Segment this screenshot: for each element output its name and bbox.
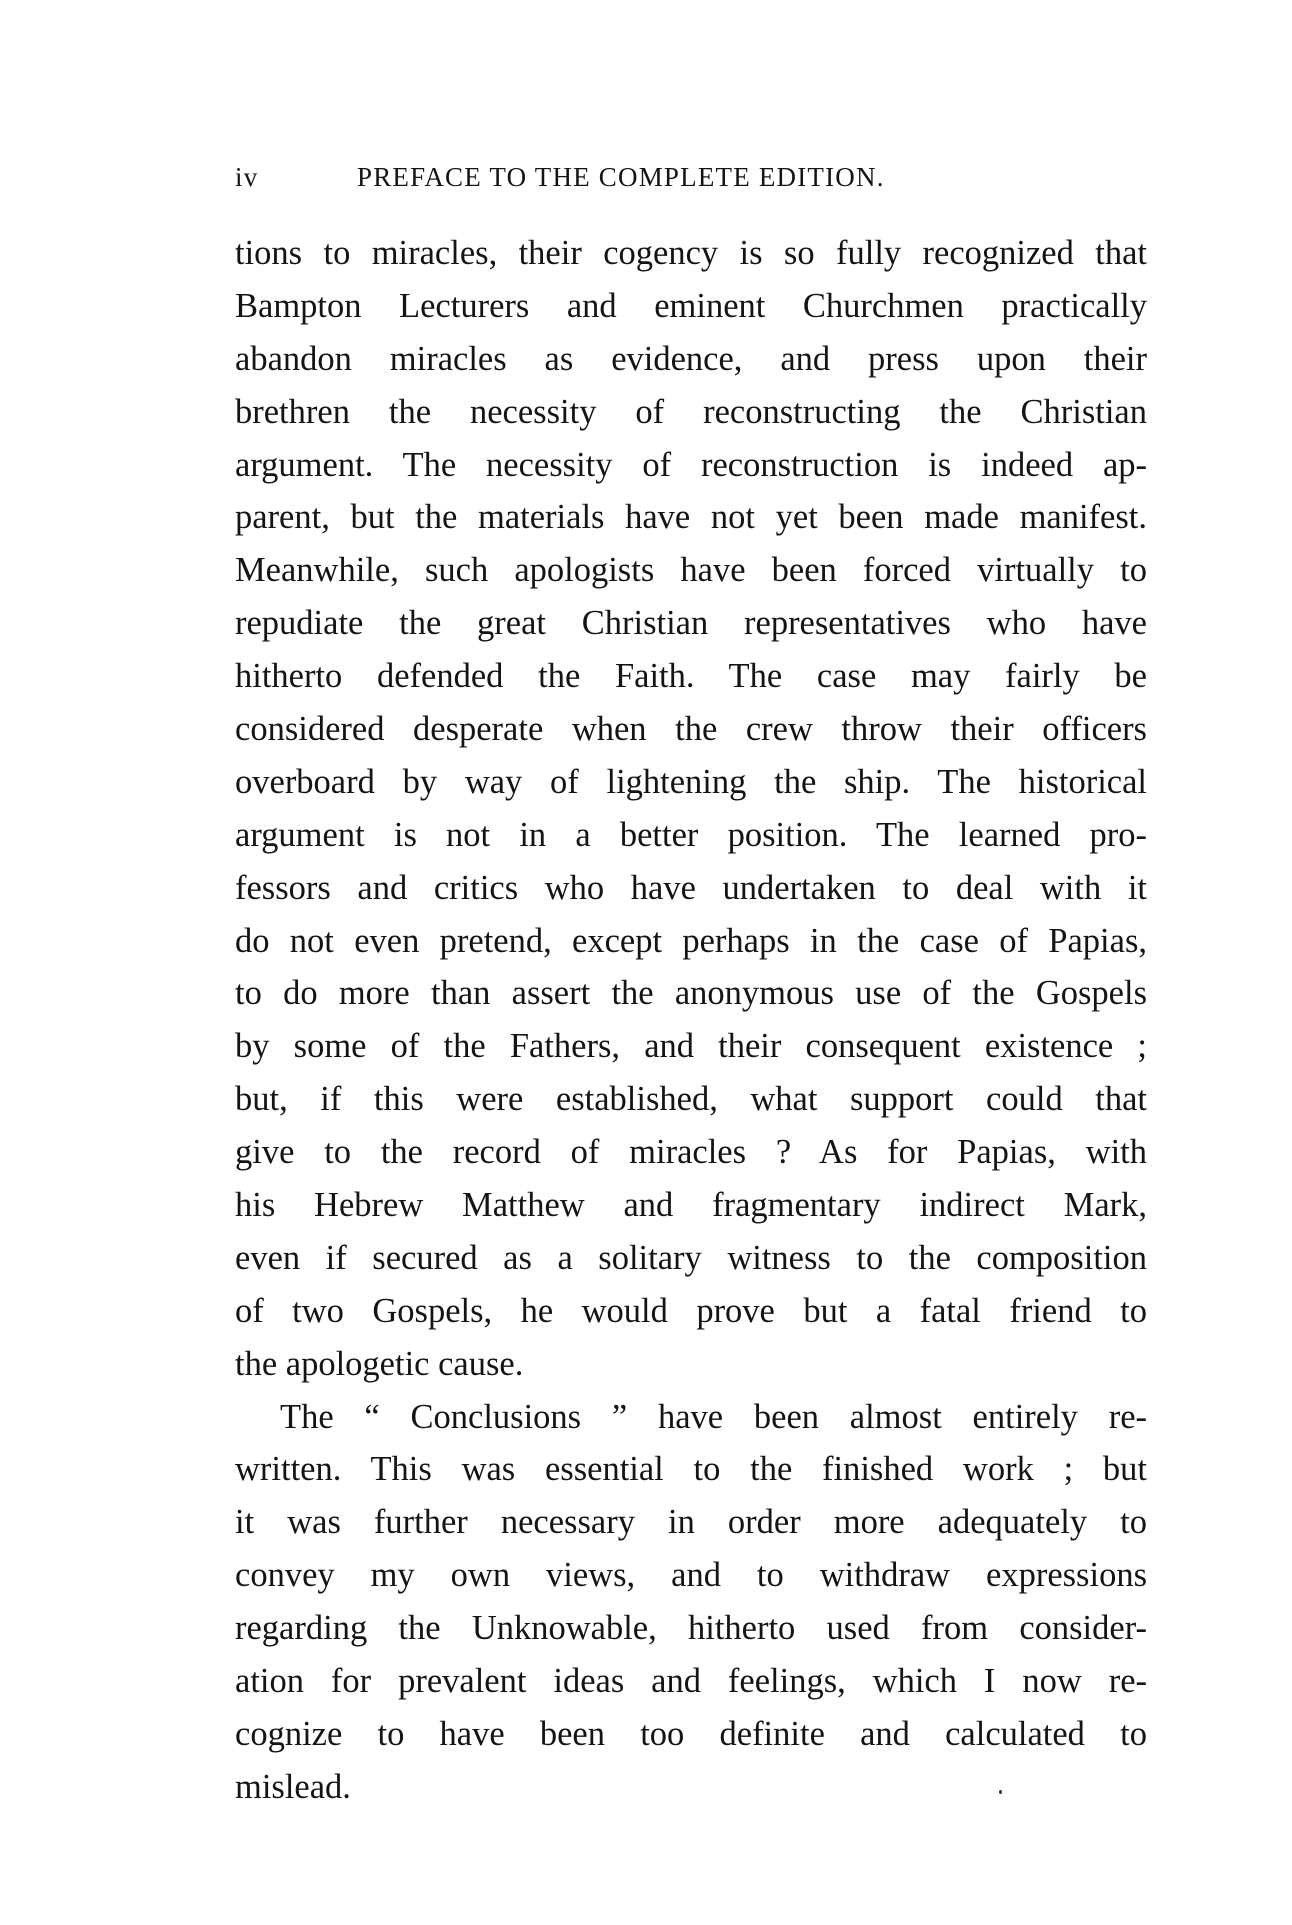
text-line: overboard by way of lightening the ship. The historical (235, 762, 1147, 801)
text-line: convey my own views, and to withdraw expressions (235, 1556, 1147, 1595)
text-line: do not even pretend, except perhaps in the case of Papias, (235, 921, 1147, 960)
text-line: to do more than assert the anonymous use of the Gospels (235, 974, 1147, 1013)
text-line: abandon miracles as evidence, and press upon their (235, 339, 1147, 378)
text-line: hitherto defended the Faith. The case may fairly be (235, 657, 1147, 696)
text-line: it was further necessary in order more adequately to (235, 1503, 1147, 1542)
text-line: Bampton Lecturers and eminent Churchmen practically (235, 286, 1147, 325)
text-line: written. This was essential to the finished work ; but (235, 1450, 1147, 1489)
text-line: parent, but the materials have not yet been made manifest. (235, 498, 1147, 537)
text-line: but, if this were established, what support could that (235, 1080, 1147, 1119)
running-title: PREFACE TO THE COMPLETE EDITION. (357, 162, 885, 192)
running-head (235, 162, 1147, 202)
text-line: Meanwhile, such apologists have been forced virtually to (235, 551, 1147, 590)
text-line: argument. The necessity of reconstruction is indeed ap- (235, 445, 1147, 484)
text-line: his Hebrew Matthew and fragmentary indirect Mark, (235, 1186, 1147, 1225)
text-line: by some of the Fathers, and their consequent existence ; (235, 1027, 1147, 1066)
text-line: cognize to have been too definite and calculated to (235, 1714, 1147, 1753)
text-line: regarding the Unknowable, hitherto used from consider- (235, 1609, 1147, 1648)
text-line: fessors and critics who have undertaken to deal with it (235, 868, 1147, 907)
text-line: the apologetic cause. (235, 1344, 524, 1383)
text-line: give to the record of miracles ? As for Papias, with (235, 1133, 1147, 1172)
text-line: brethren the necessity of reconstructing the Christian (235, 392, 1147, 431)
text-line: tions to miracles, their cogency is so fully recognized that (235, 234, 1147, 272)
page-number: iv (235, 162, 259, 192)
text-line: even if secured as a solitary witness to the composition (235, 1238, 1147, 1277)
text-line: repudiate the great Christian representatives who have (235, 604, 1147, 643)
text-line: ation for prevalent ideas and feelings, which I now re- (235, 1662, 1147, 1701)
text-line: considered desperate when the crew throw their officers (235, 710, 1147, 749)
body-text (235, 227, 1147, 1814)
ink-speck (999, 1790, 1002, 1794)
text-line: mislead. (235, 1767, 351, 1806)
text-line: The “ Conclusions ” have been almost entirely re- (280, 1397, 1147, 1436)
text-line: of two Gospels, he would prove but a fatal friend to (235, 1291, 1147, 1330)
text-line: argument is not in a better position. The learned pro- (235, 815, 1147, 854)
